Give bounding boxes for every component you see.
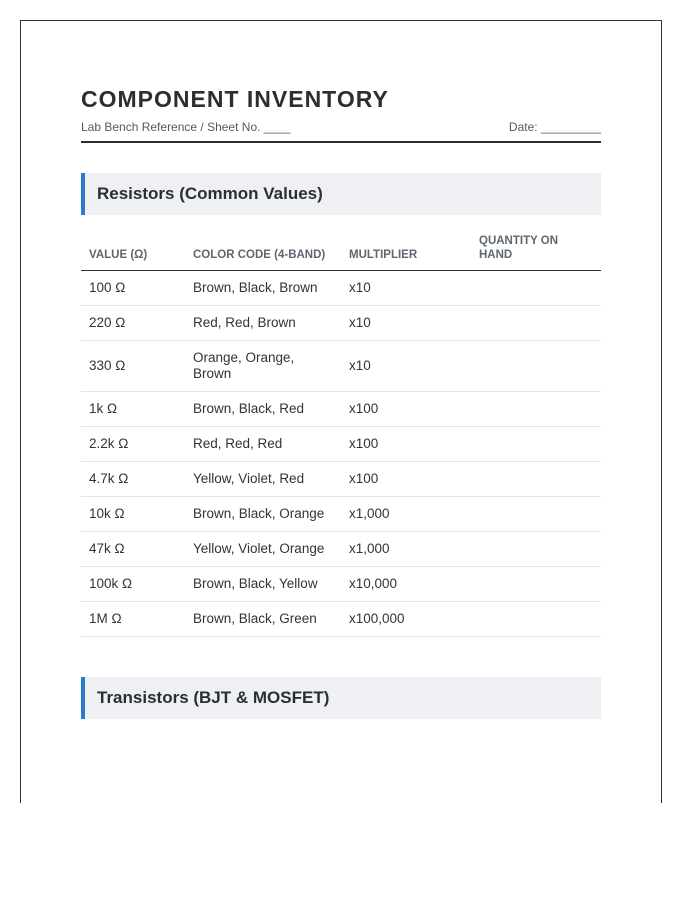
column-header-value: VALUE (Ω) — [81, 230, 185, 271]
document-title: COMPONENT INVENTORY — [81, 86, 389, 112]
multiplier-cell: x100 — [341, 392, 471, 427]
table-row — [81, 427, 601, 462]
table-row — [81, 532, 601, 567]
multiplier-cell: x10 — [341, 341, 471, 392]
table-header-row — [81, 230, 601, 271]
value-cell: 220 Ω — [81, 306, 185, 341]
table-row — [81, 497, 601, 532]
color-code-cell: Brown, Black, Red — [185, 392, 341, 427]
quantity-cell — [471, 392, 601, 427]
table-row — [81, 392, 601, 427]
table-row — [81, 462, 601, 497]
color-code-cell: Orange, Orange, Brown — [185, 341, 341, 392]
resistors-section-title: Resistors (Common Values) — [97, 184, 323, 203]
quantity-cell — [471, 497, 601, 532]
multiplier-cell: x100,000 — [341, 602, 471, 637]
table-row — [81, 602, 601, 637]
quantity-cell — [471, 567, 601, 602]
column-header-multiplier: MULTIPLIER — [341, 230, 471, 271]
quantity-cell — [471, 271, 601, 306]
sheet-reference: Lab Bench Reference / Sheet No. ____ — [81, 120, 291, 134]
transistors-section-header — [81, 677, 601, 719]
quantity-cell — [471, 306, 601, 341]
table-row — [81, 271, 601, 306]
quantity-cell — [471, 462, 601, 497]
document-sheet — [20, 20, 662, 803]
document-content — [81, 85, 601, 719]
quantity-cell — [471, 427, 601, 462]
multiplier-cell: x1,000 — [341, 532, 471, 567]
value-cell: 100 Ω — [81, 271, 185, 306]
color-code-cell: Brown, Black, Yellow — [185, 567, 341, 602]
multiplier-cell: x10,000 — [341, 567, 471, 602]
resistors-table — [81, 230, 601, 637]
quantity-cell — [471, 602, 601, 637]
value-cell: 2.2k Ω — [81, 427, 185, 462]
value-cell: 1M Ω — [81, 602, 185, 637]
multiplier-cell: x100 — [341, 462, 471, 497]
color-code-cell: Yellow, Violet, Red — [185, 462, 341, 497]
table-row — [81, 341, 601, 392]
multiplier-cell: x100 — [341, 427, 471, 462]
column-header-quantity: QUANTITY ON HAND — [471, 230, 601, 271]
quantity-cell — [471, 532, 601, 567]
color-code-cell: Red, Red, Red — [185, 427, 341, 462]
transistors-section-title: Transistors (BJT & MOSFET) — [97, 688, 330, 707]
color-code-cell: Brown, Black, Green — [185, 602, 341, 637]
value-cell: 330 Ω — [81, 341, 185, 392]
color-code-cell: Yellow, Violet, Orange — [185, 532, 341, 567]
value-cell: 1k Ω — [81, 392, 185, 427]
date-field: Date: _________ — [508, 120, 601, 134]
value-cell: 47k Ω — [81, 532, 185, 567]
value-cell: 4.7k Ω — [81, 462, 185, 497]
color-code-cell: Brown, Black, Orange — [185, 497, 341, 532]
value-cell: 100k Ω — [81, 567, 185, 602]
meta-row — [81, 119, 601, 143]
multiplier-cell: x10 — [341, 306, 471, 341]
table-row — [81, 306, 601, 341]
multiplier-cell: x1,000 — [341, 497, 471, 532]
quantity-cell — [471, 341, 601, 392]
value-cell: 10k Ω — [81, 497, 185, 532]
column-header-color-code: COLOR CODE (4-BAND) — [185, 230, 341, 271]
resistors-section-header — [81, 173, 601, 215]
color-code-cell: Red, Red, Brown — [185, 306, 341, 341]
multiplier-cell: x10 — [341, 271, 471, 306]
color-code-cell: Brown, Black, Brown — [185, 271, 341, 306]
table-row — [81, 567, 601, 602]
